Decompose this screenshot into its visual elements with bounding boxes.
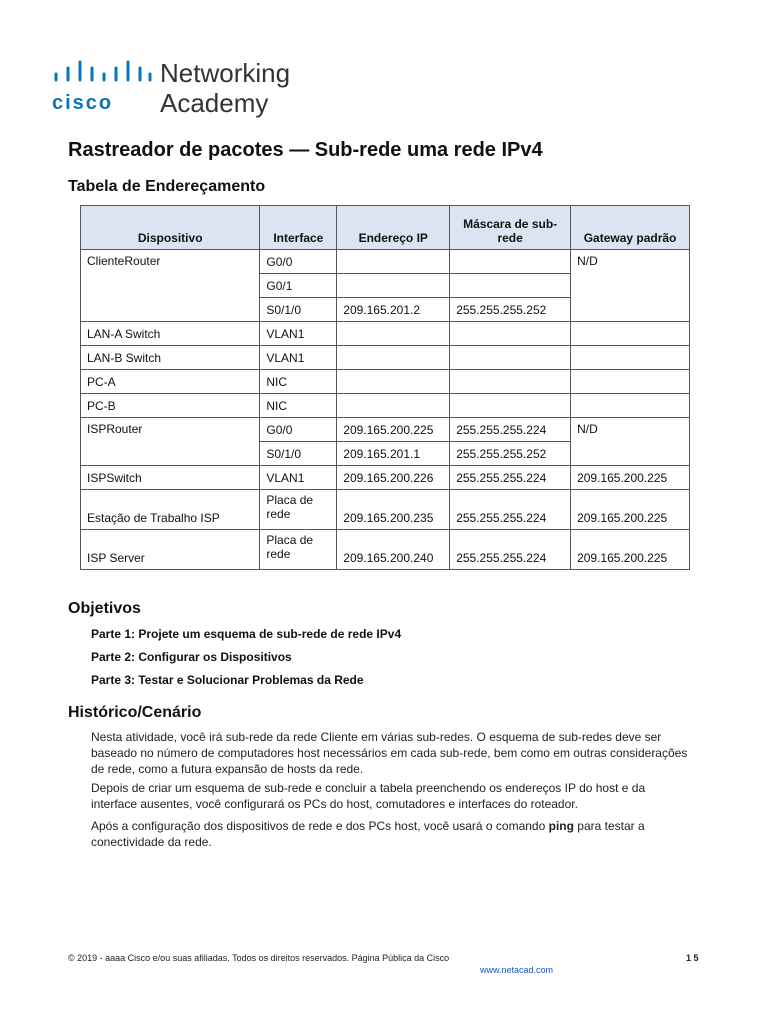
table-row (81, 250, 690, 274)
cell-mask (450, 370, 571, 394)
cell-interface: S0/1/0 (260, 442, 337, 466)
cell-interface: G0/1 (260, 274, 337, 298)
cell-mask (450, 394, 571, 418)
footer-copyright: © 2019 - aaaa Cisco e/ou suas afiliadas. Todos os direitos reservados. Página Pública da Cisco (68, 953, 450, 963)
cell-gateway: N/D (571, 250, 690, 322)
cell-device: ISP Server (81, 530, 260, 570)
cell-mask: 255.255.255.224 (450, 418, 571, 442)
cell-gateway (571, 370, 690, 394)
cell-mask (450, 322, 571, 346)
cell-gateway (571, 346, 690, 370)
cell-ip: 209.165.200.240 (337, 530, 450, 570)
background-heading: Histórico/Cenário (68, 704, 202, 721)
cell-gateway: N/D (571, 418, 690, 466)
col-header-gateway: Gateway padrão (571, 206, 690, 250)
cell-gateway: 209.165.200.225 (571, 490, 690, 530)
cell-ip (337, 250, 450, 274)
background-paragraph-1: Nesta atividade, você irá sub-rede da rede Cliente em várias sub-redes. O esquema de sub-redes deve ser baseado no número de computadores host necessários em cada sub-rede, bem como em outras considerações de rede, como a futura expansão de hosts da rede. (91, 730, 688, 776)
objective-part-3: Parte 3: Testar e Solucionar Problemas da Rede (91, 673, 364, 687)
cell-gateway (571, 322, 690, 346)
cell-gateway: 209.165.200.225 (571, 466, 690, 490)
objective-part-1: Parte 1: Projete um esquema de sub-rede de rede IPv4 (91, 627, 402, 641)
cell-device: LAN-A Switch (81, 322, 260, 346)
background-paragraph-3: Após a configuração dos dispositivos de rede e dos PCs host, você usará o comando ping para testar a conectividade da rede. (91, 819, 645, 849)
objectives-heading: Objetivos (68, 600, 141, 617)
background-paragraph-2: Depois de criar um esquema de sub-rede e concluir a tabela preenchendo os endereços IP do host e da interface ausentes, você configurará os PCs do host, comutadores e interfaces do roteador. (91, 781, 646, 811)
table-row (81, 322, 690, 346)
cell-ip (337, 346, 450, 370)
col-header-interface: Interface (260, 206, 337, 250)
table-row (81, 346, 690, 370)
logo-networking: Networking (160, 58, 291, 88)
cell-mask: 255.255.255.224 (450, 530, 571, 570)
cell-mask (450, 346, 571, 370)
addressing-table-heading: Tabela de Endereçamento (68, 178, 266, 195)
cell-ip (337, 274, 450, 298)
cell-device: ClienteRouter (81, 250, 260, 322)
cell-device: LAN-B Switch (81, 346, 260, 370)
cell-mask: 255.255.255.224 (450, 490, 571, 530)
cell-ip: 209.165.201.2 (337, 298, 450, 322)
col-header-device: Dispositivo (81, 206, 260, 250)
cell-interface: Placa de rede (260, 490, 337, 530)
table-row (81, 530, 690, 570)
table-row (81, 418, 690, 442)
logo-academy: Academy (160, 88, 269, 118)
table-row (81, 370, 690, 394)
col-header-ip: Endereço IP (337, 206, 450, 250)
cell-interface: VLAN1 (260, 322, 337, 346)
ping-command: ping (548, 819, 574, 833)
cell-mask (450, 250, 571, 274)
cisco-wordmark: cisco (52, 92, 114, 114)
cell-mask: 255.255.255.252 (450, 298, 571, 322)
cell-interface: G0/0 (260, 250, 337, 274)
cell-ip (337, 322, 450, 346)
cell-interface: Placa de rede (260, 530, 337, 570)
cisco-bridge-icon (52, 60, 152, 86)
table-row (81, 394, 690, 418)
cell-ip (337, 394, 450, 418)
cell-ip: 209.165.201.1 (337, 442, 450, 466)
table-row (81, 466, 690, 490)
cell-interface: VLAN1 (260, 466, 337, 490)
cell-ip: 209.165.200.226 (337, 466, 450, 490)
cell-mask: 255.255.255.252 (450, 442, 571, 466)
cell-device: Estação de Trabalho ISP (81, 490, 260, 530)
cell-gateway (571, 394, 690, 418)
table-row (81, 490, 690, 530)
cell-device: PC-A (81, 370, 260, 394)
col-header-mask: Máscara de sub-rede (450, 206, 571, 250)
cell-ip: 209.165.200.225 (337, 418, 450, 442)
cell-interface: NIC (260, 394, 337, 418)
cell-device: ISPSwitch (81, 466, 260, 490)
cell-device: PC-B (81, 394, 260, 418)
cell-interface: VLAN1 (260, 346, 337, 370)
cisco-networking-academy-logo (52, 58, 302, 122)
page-title: Rastreador de pacotes — Sub-rede uma rede IPv4 (68, 139, 543, 161)
addressing-table (80, 205, 690, 570)
objective-part-2: Parte 2: Configurar os Dispositivos (91, 650, 292, 664)
table-header-row (81, 206, 690, 250)
cell-interface: NIC (260, 370, 337, 394)
cell-interface: S0/1/0 (260, 298, 337, 322)
cell-ip: 209.165.200.235 (337, 490, 450, 530)
cell-mask (450, 274, 571, 298)
cell-mask: 255.255.255.224 (450, 466, 571, 490)
netacad-link[interactable]: www.netacad.com (480, 965, 554, 975)
page-number: 1 5 (686, 953, 699, 963)
cell-device: ISPRouter (81, 418, 260, 466)
cell-interface: G0/0 (260, 418, 337, 442)
cell-gateway: 209.165.200.225 (571, 530, 690, 570)
cell-ip (337, 370, 450, 394)
